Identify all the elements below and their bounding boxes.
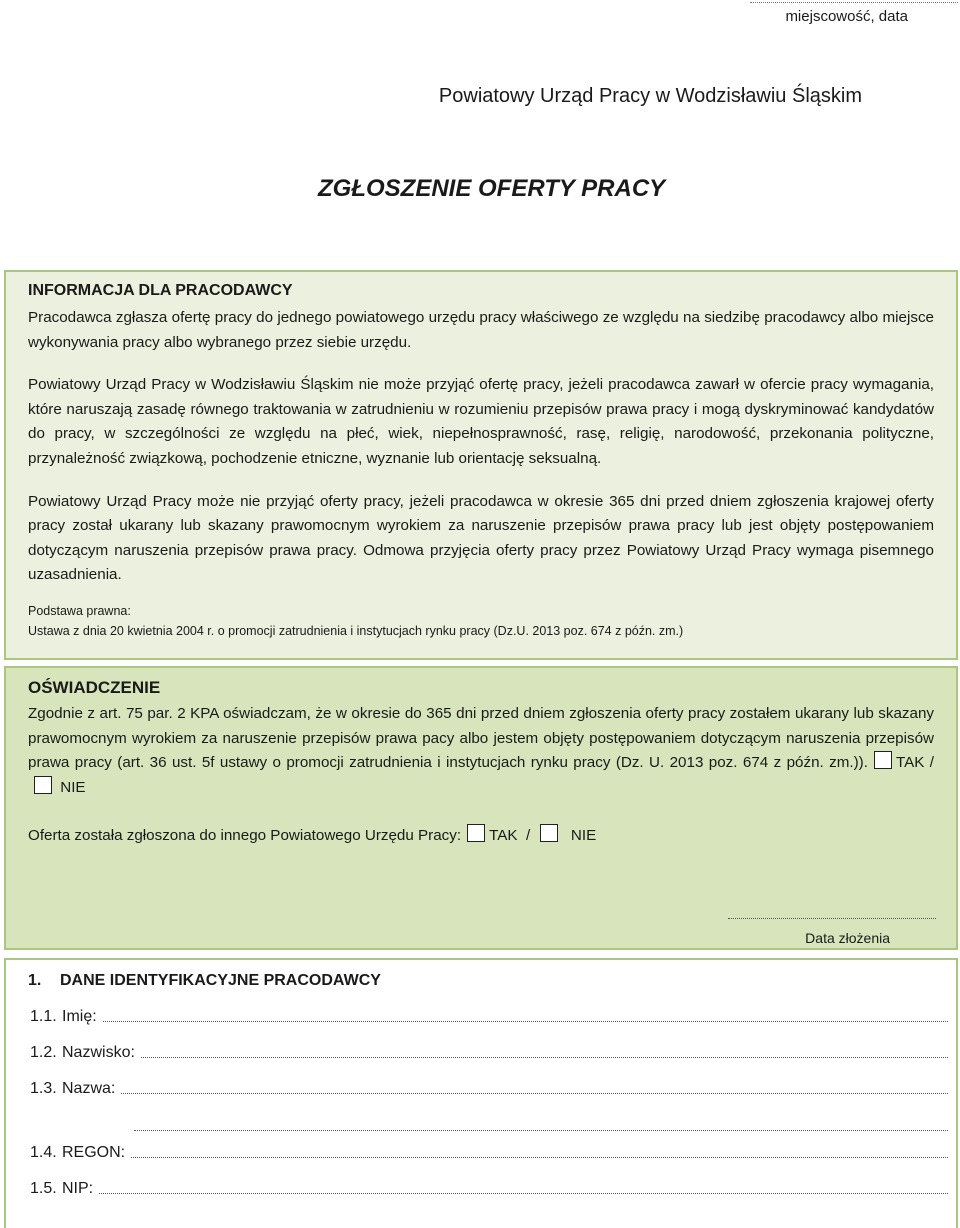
company-name-input[interactable] [121, 1093, 948, 1094]
office-name: Powiatowy Urząd Pracy w Wodzisławiu Śląskim [438, 85, 862, 107]
field-label: Imię: [62, 1008, 97, 1025]
field-label: REGON: [62, 1144, 126, 1161]
other-office-yes-label: TAK [489, 827, 518, 845]
field-number: 1.1. [30, 1008, 57, 1025]
employer-data-section [4, 958, 958, 1228]
legal-basis-label: Podstawa prawna: [28, 603, 131, 618]
field-company-name [30, 1080, 948, 1098]
section-number: 1. [28, 972, 42, 989]
info-paragraph-1: Pracodawca zgłasza ofertę pracy do jednego powiatowego urzędu pracy właściwego ze względu na siedzibę pracodawcy albo miejsce wykonywania pracy albo wybranego przez siebie urzędu. [28, 309, 934, 351]
declaration-no-label: NIE [60, 778, 86, 796]
field-first-name [30, 1008, 948, 1026]
last-name-input[interactable] [141, 1057, 948, 1058]
field-regon [30, 1144, 948, 1162]
other-office-row [28, 824, 934, 844]
employer-data-heading [28, 972, 934, 990]
field-label: NIP: [62, 1180, 94, 1197]
legal-basis-text: Ustawa z dnia 20 kwietnia 2004 r. o promocji zatrudnienia i instytucjach rynku pracy (Dz.U. 2013 poz. 674 z późn. zm.) [28, 623, 684, 638]
declaration-section [4, 666, 958, 950]
info-section [4, 270, 958, 660]
field-nip [30, 1180, 948, 1198]
declaration-no-checkbox[interactable] [34, 776, 52, 794]
company-name-input-line-2[interactable] [134, 1130, 948, 1132]
place-date-line [750, 2, 958, 4]
declaration-slash: / [929, 754, 934, 772]
info-paragraph-2: Powiatowy Urząd Pracy w Wodzisławiu Śląskim nie może przyjąć ofertę pracy, jeżeli pracodawca zawarł w ofercie pracy wymagania, które naruszają zasadę równego traktowania w zatrudnieniu w rozumieniu przepisów prawa pracy i mogą dyskryminować kandydatów do pracy, w szczególności ze względu na płeć, wiek, niepełnosprawność, rasę, religię, narodowość, przekonania polityczne, przynależność związkową, pochodzenie etniczne, wyznanie lub orientację seksualną. [28, 376, 934, 467]
other-office-no-checkbox[interactable] [540, 824, 558, 842]
field-number: 1.4. [30, 1144, 57, 1161]
declaration-heading: OŚWIADCZENIE [28, 678, 161, 697]
field-label: Nazwa: [62, 1080, 116, 1097]
info-paragraph-3: Powiatowy Urząd Pracy może nie przyjąć oferty pracy, jeżeli pracodawca w okresie 365 dni przed dniem zgłoszenia krajowej oferty pracy został ukarany lub skazany prawomocnym wyrokiem za naruszenie przepisów prawa pracy lub jest objęty postępowaniem dotyczącym naruszenia przepisów prawa pracy. Odmowa przyjęcia oferty pracy przez Powiatowy Urząd Pracy wymaga pisemnego uzasadnienia. [28, 492, 934, 584]
first-name-input[interactable] [103, 1021, 948, 1022]
field-number: 1.5. [30, 1180, 57, 1197]
other-office-slash: / [525, 827, 531, 845]
other-office-yes-checkbox[interactable] [467, 824, 485, 842]
info-heading: INFORMACJA DLA PRACODAWCY [28, 282, 293, 299]
submission-date-line[interactable] [728, 918, 936, 920]
field-number: 1.3. [30, 1080, 57, 1097]
nip-input[interactable] [99, 1193, 948, 1194]
declaration-yes-label: TAK [895, 754, 925, 772]
regon-input[interactable] [131, 1157, 948, 1158]
declaration-text [28, 702, 934, 800]
other-office-no-label: NIE [570, 827, 597, 845]
place-date-label: miejscowość, data [785, 8, 908, 25]
field-number: 1.2. [30, 1044, 57, 1061]
form-title: ZGŁOSZENIE OFERTY PRACY [318, 175, 666, 202]
field-last-name [30, 1044, 948, 1062]
field-label: Nazwisko: [62, 1044, 135, 1061]
declaration-body: Zgodnie z art. 75 par. 2 KPA oświadczam, że w okresie do 365 dni przed dniem zgłoszenia oferty pracy zostałem ukarany lub skazany prawomocnym wyrokiem za naruszenie przepisów prawa pacy albo jestem objęty postępowaniem dotyczącym naruszenia przepisów prawa pracy (art. 36 ust. 5f ustawy o promocji zatrudnienia i instytucjach rynku pracy (Dz. U. 2013 poz. 674 z późn. zm.)). [28, 705, 934, 772]
declaration-yes-checkbox[interactable] [874, 751, 892, 769]
other-office-label: Oferta została zgłoszona do innego Powiatowego Urzędu Pracy: [28, 827, 462, 845]
section-title: DANE IDENTYFIKACYJNE PRACODAWCY [60, 972, 381, 989]
submission-date-label: Data złożenia [805, 930, 890, 946]
